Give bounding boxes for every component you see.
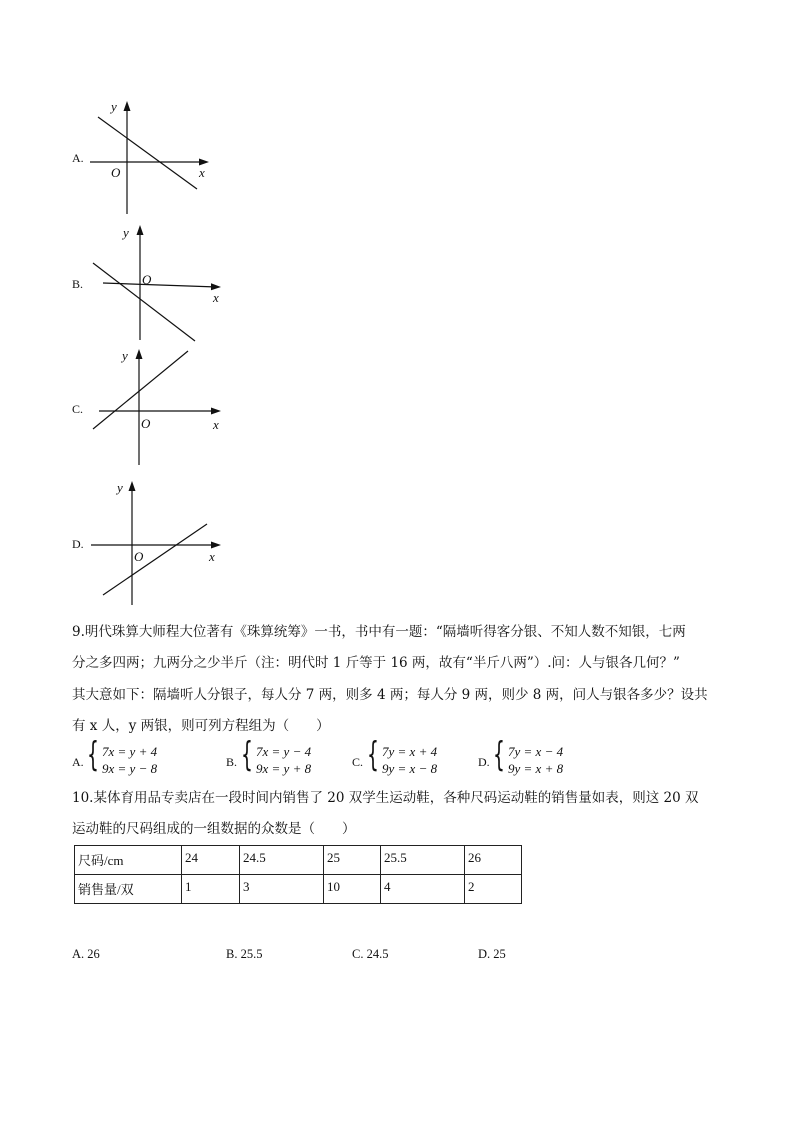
- q10-text-line-2: 运动鞋的尺码组成的一组数据的众数是（ ）: [72, 821, 356, 837]
- x-axis-arrow-icon: [211, 408, 221, 415]
- table-cell: 24: [182, 846, 240, 875]
- q9-option-b-eq1: 7x = y − 4: [256, 744, 312, 759]
- q8-option-d-label: D.: [72, 537, 84, 551]
- y-axis-label: y: [117, 480, 123, 495]
- table-cell: 25.5: [381, 846, 465, 875]
- q8-option-b-label: B.: [72, 277, 84, 291]
- brace-icon: {: [493, 735, 505, 775]
- y-axis-arrow-icon: [129, 481, 136, 491]
- y-axis-label: y: [111, 99, 117, 114]
- table-cell: 4: [381, 875, 465, 904]
- brace-icon: {: [367, 735, 379, 775]
- brace-icon: {: [87, 735, 99, 775]
- x-axis-label: x: [213, 290, 219, 305]
- q8-option-c-label: C.: [72, 402, 84, 416]
- q9-option-c-eq1: 7y = x + 4: [382, 744, 438, 759]
- y-axis-label: y: [122, 348, 128, 363]
- q9-text-line-1: 9.明代珠算大师程大位著有《珠算统筹》一书，书中有一题：“隔墙听得客分银、不知人数不知银，七两: [72, 624, 686, 640]
- origin-label: O: [141, 416, 151, 431]
- q9-text-line-3: 其大意如下：隔墙听人分银子，每人分 7 两，则多 4 两；每人分 9 两，则少 8 两，问人与银各多少？设共: [72, 687, 708, 703]
- table-cell: 2: [465, 875, 522, 904]
- q8-option-a-label: A.: [72, 151, 84, 165]
- table-cell: 25: [324, 846, 381, 875]
- x-axis-label: x: [209, 549, 215, 564]
- q10-option-d: D. 25: [478, 947, 506, 961]
- q9-option-b-eq2: 9x = y + 8: [256, 761, 312, 776]
- table-row: [75, 875, 522, 904]
- q10-option-a: A. 26: [72, 947, 100, 961]
- graph-b-svg: [85, 220, 230, 345]
- table-cell: 24.5: [240, 846, 324, 875]
- brace-icon: {: [241, 735, 253, 775]
- table-cell: 1: [182, 875, 240, 904]
- q9-option-a-eq2: 9x = y − 8: [102, 761, 158, 776]
- q8-option-d-graph: [85, 476, 230, 612]
- q9-option-d-eq2: 9y = x + 8: [508, 761, 564, 776]
- table-cell: 26: [465, 846, 522, 875]
- q9-option-c-label: C.: [352, 755, 364, 769]
- graph-a-svg: [85, 98, 215, 218]
- y-axis-arrow-icon: [124, 101, 131, 111]
- x-axis-label: x: [199, 165, 205, 180]
- q9-text-line-4: 有 x 人，y 两银，则可列方程组为（ ）: [72, 718, 330, 734]
- function-line: [103, 524, 207, 595]
- table-cell: 销售量/双: [75, 875, 182, 904]
- graph-d-svg: [85, 476, 230, 608]
- origin-label: O: [142, 272, 152, 287]
- table-row: [75, 846, 522, 875]
- y-axis-arrow-icon: [136, 349, 143, 359]
- origin-label: O: [134, 549, 144, 564]
- origin-label: O: [111, 165, 121, 180]
- q9-option-a-eq1: 7x = y + 4: [102, 744, 158, 759]
- q8-option-c-graph: [85, 344, 230, 473]
- q9-option-a-label: A.: [72, 755, 84, 769]
- q10-text-line-1: 10.某体育用品专卖店在一段时间内销售了 20 双学生运动鞋，各种尺码运动鞋的销售量如表，则这 20 双: [72, 790, 699, 806]
- q9-option-c-eq2: 9y = x − 8: [382, 761, 438, 776]
- x-axis-label: x: [213, 417, 219, 432]
- q9-option-d-eq1: 7y = x − 4: [508, 744, 564, 759]
- table-cell: 3: [240, 875, 324, 904]
- q9-option-d-label: D.: [478, 755, 490, 769]
- y-axis-label: y: [123, 225, 129, 240]
- graph-c-svg: [85, 344, 230, 469]
- y-axis-arrow-icon: [137, 225, 144, 235]
- q8-option-b-graph: [85, 220, 230, 349]
- q10-option-c: C. 24.5: [352, 947, 389, 961]
- q10-option-b: B. 25.5: [226, 947, 263, 961]
- table-cell: 10: [324, 875, 381, 904]
- q8-option-a-graph: [85, 98, 215, 222]
- shoe-size-sales-table: [74, 845, 522, 904]
- x-axis-arrow-icon: [211, 542, 221, 549]
- q9-text-line-2: 分之多四两；九两分之少半斤（注：明代时 1 斤等于 16 两，故有“半斤八两”）.问：人与银各几何？”: [72, 655, 680, 671]
- q9-option-b-label: B.: [226, 755, 238, 769]
- table-cell: 尺码/cm: [75, 846, 182, 875]
